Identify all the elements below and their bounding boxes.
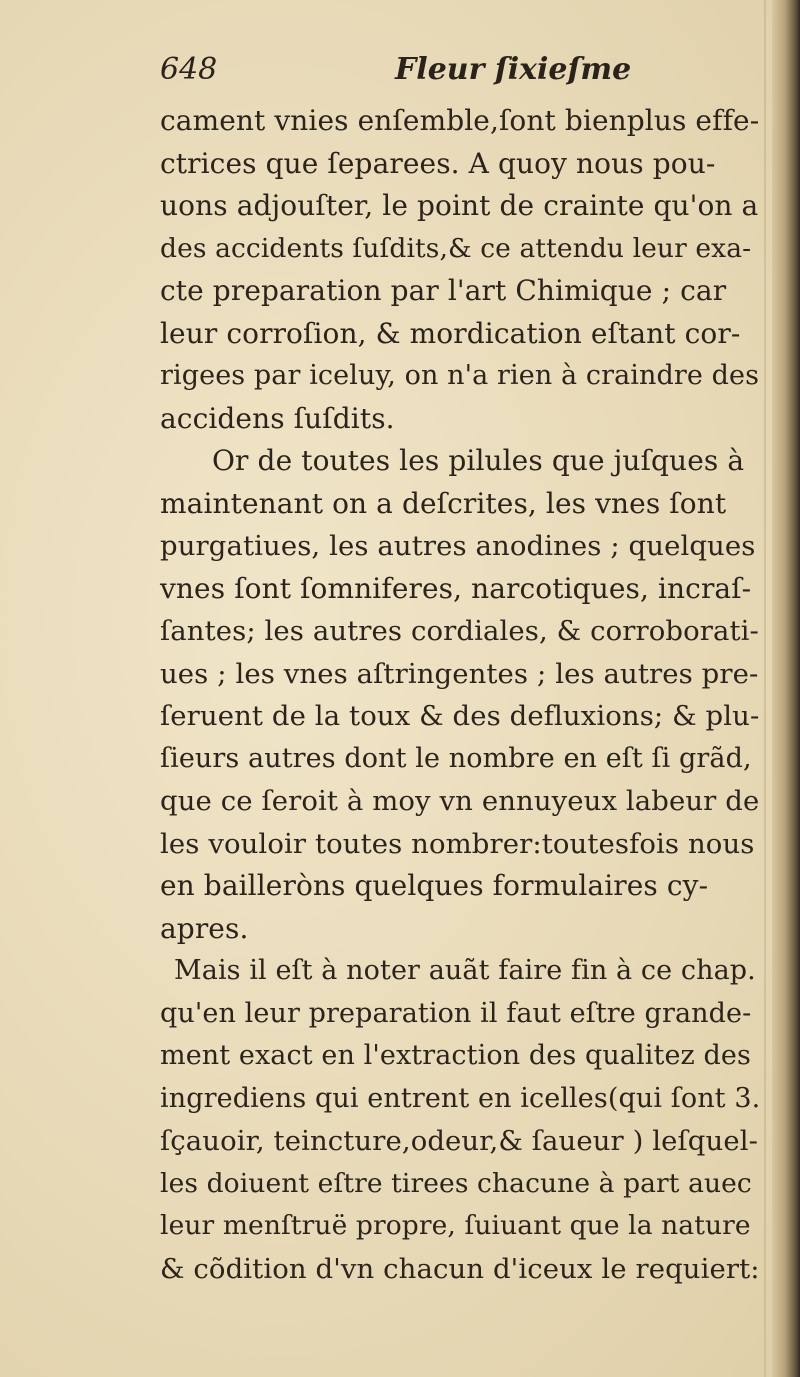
text-line: leur menſtruë propre, ſuiuant que la nature (160, 1210, 751, 1241)
text-line: ues ; les vnes aſtringentes ; les autres pre- (160, 657, 759, 690)
text-line: apres. (160, 911, 249, 945)
text-line: cament vnies enſemble,ſont bienplus effe- (160, 104, 760, 137)
text-line: ſantes; les autres cordiales, & corroborati- (160, 615, 759, 647)
text-line: les vouloir toutes nombrer:toutesfois nous (160, 827, 755, 860)
text-line: & cõdition d'vn chacun d'iceux le requiert: (160, 1252, 760, 1285)
text-line: en bailleròns quelques formulaires cy- (160, 869, 709, 902)
text-line: purgatiues, les autres anodines ; quelques (160, 530, 756, 562)
running-title: Fleur ſixieſme (395, 52, 632, 87)
text-line: vnes ſont ſomniferes, narcotiques, incraſ- (160, 571, 752, 605)
paragraph-start-line: Mais il eſt à noter auãt faire fin à ce chap. (174, 955, 756, 986)
text-line: qu'en leur preparation il faut eſtre grande- (160, 997, 752, 1029)
text-line: ſeruent de la toux & des defluxions; & plu- (160, 700, 760, 732)
paragraph-start-line: Or de toutes les pilules que juſques à (212, 444, 745, 477)
text-line: ctrices que ſeparees. A quoy nous pou- (160, 146, 716, 180)
text-line: maintenant on a deſcrites, les vnes ſont (160, 486, 727, 520)
text-line: les doiuent eſtre tirees chacune à part auec (160, 1167, 752, 1199)
text-line: ingrediens qui entrent en icelles(qui ſont 3. (160, 1082, 761, 1114)
text-line: ſçauoir, teincture,odeur,& ſaueur ) leſquel- (160, 1125, 758, 1157)
text-line: accidens ſuſdits. (160, 401, 395, 435)
text-line: cte preparation par l'art Chimique ; car (160, 274, 727, 307)
text-line: que ce ſeroit à moy vn ennuyeux labeur de (160, 785, 760, 817)
text-line: uons adjouſter, le point de crainte qu'on a (160, 189, 759, 222)
text-line: ſieurs autres dont le nombre en eſt ſi grãd, (160, 742, 752, 774)
page-number: 648 (160, 52, 218, 87)
body-text (160, 100, 760, 1290)
page-header (160, 52, 720, 100)
text-line: rigees par iceluy, on n'a rien à craindre des (160, 360, 760, 391)
gutter-shadow-line (764, 0, 766, 1377)
text-line: leur corroſion, & mordication eſtant cor- (160, 316, 741, 350)
text-line: des accidents ſuſdits,& ce attendu leur exa- (160, 232, 752, 264)
book-gutter (772, 0, 800, 1377)
text-line: ment exact en l'extraction des qualitez des (160, 1040, 751, 1071)
